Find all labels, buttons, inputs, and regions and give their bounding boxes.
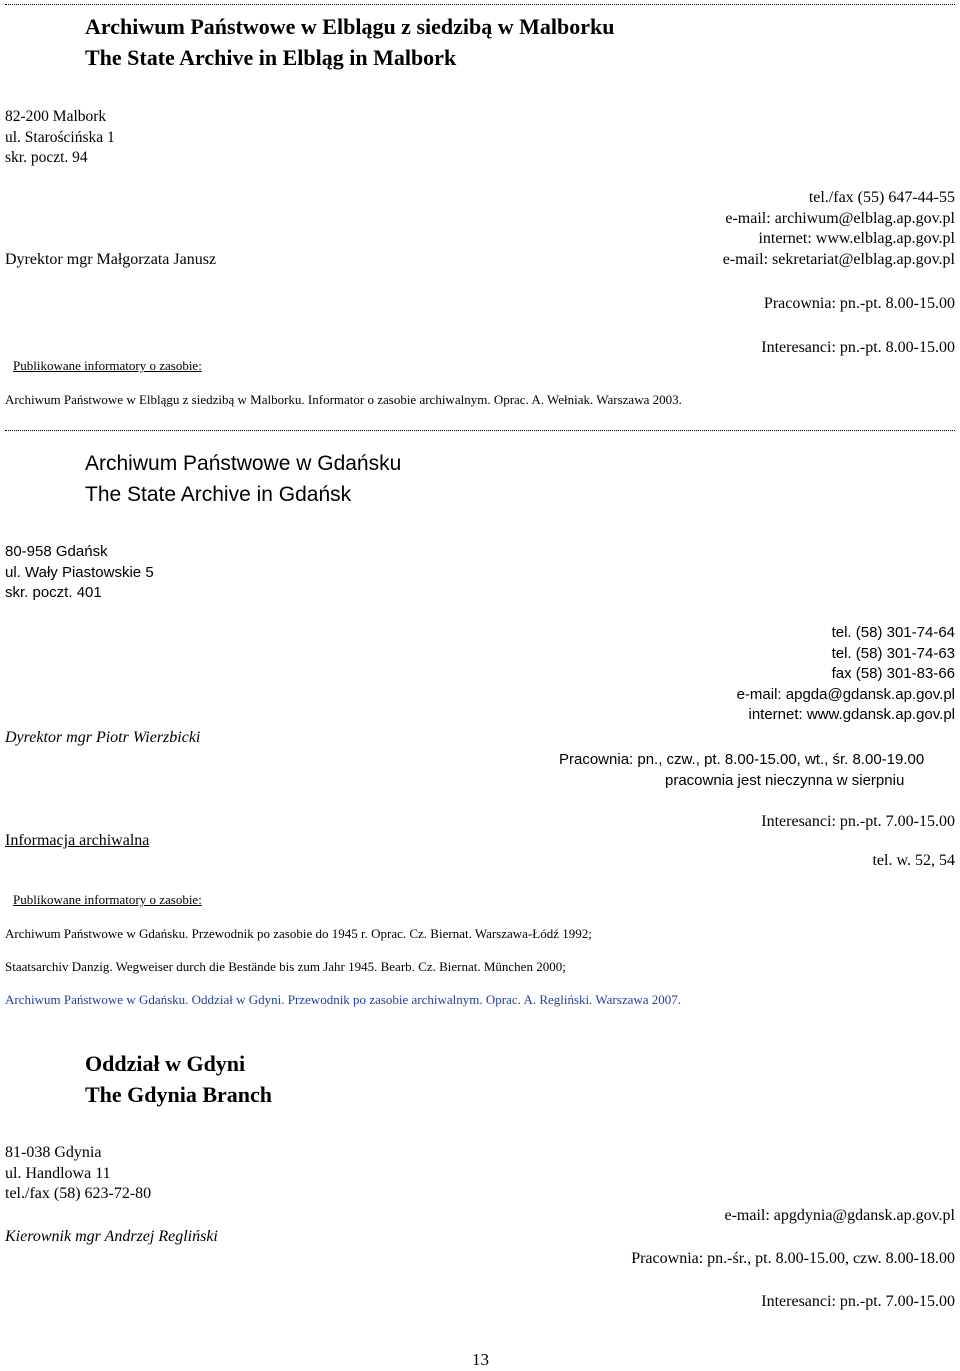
- gdansk-hours-workroom: Pracownia: pn., czw., pt. 8.00-15.00, wt., śr. 8.00-19.00: [559, 751, 925, 768]
- gdansk-publication-2: Staatsarchiv Danzig. Wegweiser durch die Bestände bis zum Jahr 1945. Bearb. Cz. Biernat. München 2000;: [5, 959, 566, 974]
- elblag-publication: Archiwum Państwowe w Elblągu z siedzibą w Malborku. Informator o zasobie archiwalnym. Oprac. A. Wełniak. Warszawa 2003.: [5, 392, 682, 407]
- contact-line: tel. (58) 301-74-63: [831, 644, 955, 662]
- gdynia-address: [5, 1143, 151, 1205]
- elblag-hours-workroom: Pracownia: pn.-pt. 8.00-15.00: [763, 295, 955, 312]
- gdynia-head: Kierownik mgr Andrzej Regliński: [5, 1228, 218, 1245]
- section-divider: [5, 430, 955, 433]
- gdansk-publication-3[interactable]: Archiwum Państwowe w Gdańsku. Oddział w Gdyni. Przewodnik po zasobie archiwalnym. Oprac. A. Regliński. Warszawa 2007.: [5, 992, 682, 1007]
- contact-line[interactable]: internet: www.elblag.ap.gov.pl: [758, 230, 955, 247]
- top-divider: [5, 4, 955, 7]
- elblag-address: [5, 107, 115, 169]
- gdansk-title-en: The State Archive in Gdańsk: [85, 483, 352, 506]
- address-line: tel./fax (58) 623-72-80: [5, 1185, 152, 1202]
- gdansk-publication-1: Archiwum Państwowe w Gdańsku. Przewodnik po zasobie do 1945 r. Oprac. Cz. Biernat. Warszawa-Łódź 1992;: [5, 926, 592, 941]
- elblag-contacts: [723, 188, 955, 270]
- elblag-published-label: Publikowane informatory o zasobie:: [13, 358, 202, 373]
- contact-line[interactable]: e-mail: sekretariat@elblag.ap.gov.pl: [722, 250, 955, 268]
- gdansk-closed-note: pracownia jest nieczynna w sierpniu: [665, 772, 905, 789]
- gdansk-info-link[interactable]: Informacja archiwalna: [5, 832, 150, 849]
- gdynia-title-pl: Oddział w Gdyni: [85, 1051, 246, 1076]
- page-number: 13: [472, 1350, 489, 1369]
- address-line: skr. poczt. 401: [5, 584, 102, 601]
- address-line: skr. poczt. 94: [5, 149, 88, 166]
- gdansk-contacts: [737, 623, 955, 726]
- gdynia-title-en: The Gdynia Branch: [85, 1082, 273, 1107]
- gdansk-title-pl: Archiwum Państwowe w Gdańsku: [85, 452, 402, 475]
- contact-line[interactable]: e-mail: apgda@gdansk.ap.gov.pl: [736, 685, 955, 703]
- gdansk-ext: tel. w. 52, 54: [872, 852, 955, 869]
- address-line: 81-038 Gdynia: [5, 1144, 102, 1161]
- gdansk-address: [5, 542, 154, 604]
- contact-line: tel./fax (55) 647-44-55: [808, 189, 955, 206]
- address-line: ul. Starościńska 1: [5, 128, 115, 146]
- contact-line[interactable]: internet: www.gdansk.ap.gov.pl: [748, 706, 955, 723]
- gdynia-email[interactable]: e-mail: apgdynia@gdansk.ap.gov.pl: [724, 1207, 955, 1224]
- gdansk-hours-visitors: Interesanci: pn.-pt. 7.00-15.00: [761, 813, 955, 830]
- address-line: 82-200 Malbork: [5, 108, 107, 125]
- address-line: 80-958 Gdańsk: [5, 543, 108, 560]
- contact-line: tel. (58) 301-74-64: [831, 624, 955, 641]
- gdynia-hours-visitors: Interesanci: pn.-pt. 7.00-15.00: [761, 1293, 955, 1310]
- contact-line[interactable]: e-mail: archiwum@elblag.ap.gov.pl: [725, 209, 955, 227]
- elblag-title-pl: Archiwum Państwowe w Elblągu z siedzibą w Malborku: [85, 14, 615, 39]
- gdansk-director: Dyrektor mgr Piotr Wierzbicki: [5, 729, 201, 746]
- elblag-hours-visitors: Interesanci: pn.-pt. 8.00-15.00: [761, 339, 955, 356]
- elblag-director: Dyrektor mgr Małgorzata Janusz: [5, 251, 217, 268]
- gdynia-hours-workroom: Pracownia: pn.-śr., pt. 8.00-15.00, czw. 8.00-18.00: [631, 1250, 955, 1267]
- elblag-title-en: The State Archive in Elbląg in Malbork: [85, 45, 457, 70]
- address-line: ul. Wały Piastowskie 5: [5, 563, 154, 581]
- gdansk-published-label: Publikowane informatory o zasobie:: [13, 892, 202, 907]
- contact-line: fax (58) 301-83-66: [831, 665, 955, 682]
- address-line: ul. Handlowa 11: [5, 1164, 111, 1182]
